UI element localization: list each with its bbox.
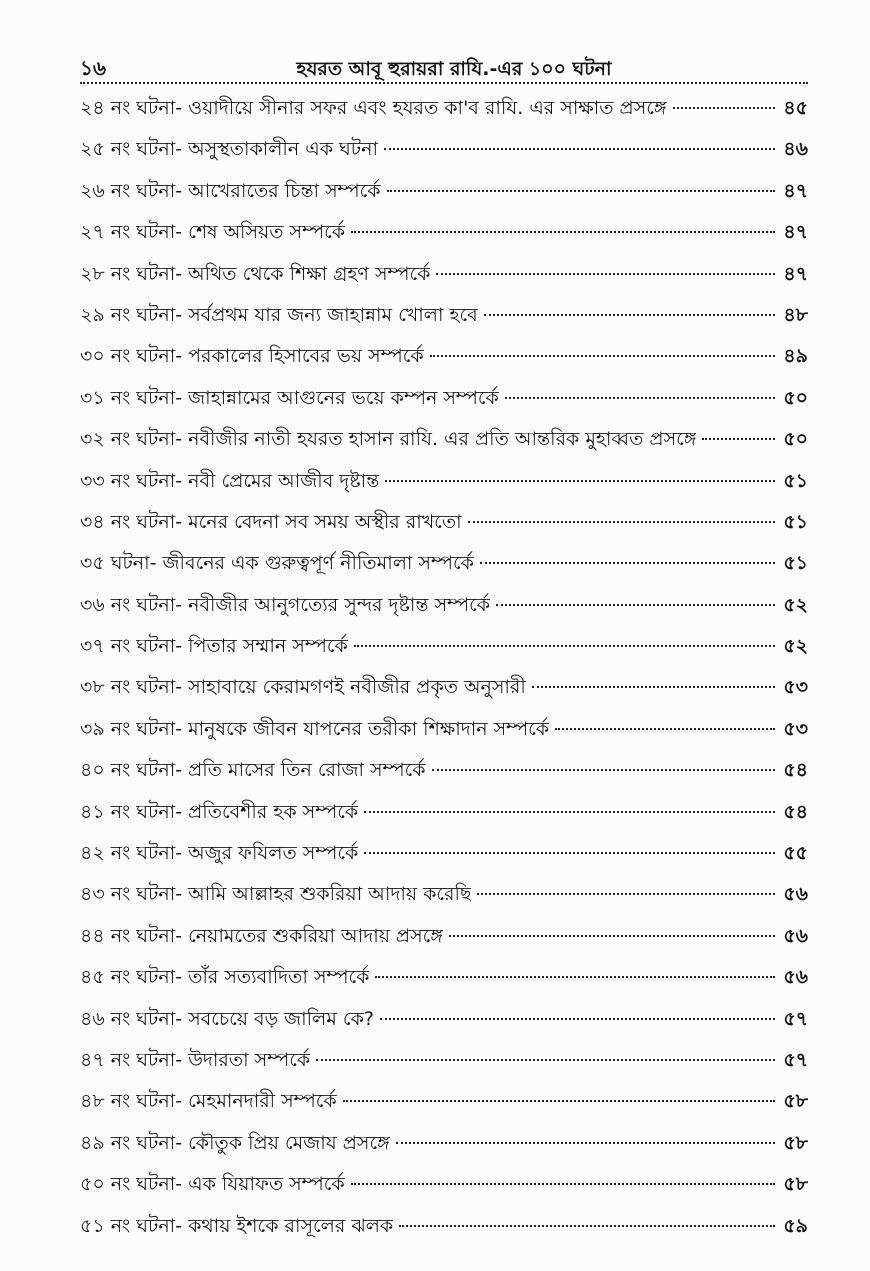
dot-leader bbox=[364, 811, 775, 813]
dot-leader bbox=[351, 231, 775, 233]
toc-entry-title: ৪৫ নং ঘটনা- তাঁর সত্যবাদিতা সম্পর্কে bbox=[80, 966, 370, 989]
page-number: ১৬ bbox=[80, 56, 106, 80]
toc-entry-page: ৫৬ bbox=[783, 966, 808, 989]
toc-entry bbox=[80, 1005, 808, 1046]
toc-entry-page: ৪৭ bbox=[783, 262, 808, 285]
toc-entry-page: ৫২ bbox=[783, 593, 808, 616]
toc-entry bbox=[80, 963, 808, 1004]
page-header bbox=[80, 54, 808, 82]
toc-entry bbox=[80, 1046, 808, 1087]
toc-entry-page: ৫২ bbox=[783, 635, 808, 658]
toc-entry-title: ৪১ নং ঘটনা- প্রতিবেশীর হক সম্পর্কে bbox=[80, 800, 359, 823]
toc-entry-title: ৪৪ নং ঘটনা- নেয়ামতের শুকরিয়া আদায় প্রসঙ্গে bbox=[80, 924, 443, 947]
dot-leader bbox=[384, 148, 775, 150]
toc-entry-title: ৪৮ নং ঘটনা- মেহমানদারী সম্পর্কে bbox=[80, 1090, 337, 1113]
dot-leader bbox=[375, 976, 775, 978]
toc-entry bbox=[80, 94, 808, 135]
dot-leader bbox=[480, 562, 775, 564]
dot-leader bbox=[387, 190, 775, 192]
toc-entry-page: ৫৮ bbox=[783, 1131, 808, 1154]
toc-entry bbox=[80, 384, 808, 425]
dot-leader bbox=[354, 645, 775, 647]
toc-entry-page: ৫০ bbox=[783, 428, 808, 451]
toc-entry-page: ৪৫ bbox=[783, 97, 808, 119]
toc-entry-page: ৪৭ bbox=[783, 179, 808, 202]
toc-entry-title: ৩৫ ঘটনা- জীবনের এক গুরুত্বপূর্ণ নীতিমালা সম্পর্কে bbox=[80, 552, 474, 575]
toc-entry-title: ৩১ নং ঘটনা- জাহান্নামের আগুনের ভয়ে কম্পন সম্পর্কে bbox=[80, 386, 499, 409]
toc-entry bbox=[80, 756, 808, 797]
toc-entry-page: ৪৯ bbox=[783, 345, 808, 368]
toc-entry-title: ২৬ নং ঘটনা- আখেরাতের চিন্তা সম্পর্কে bbox=[80, 179, 381, 202]
toc-entry bbox=[80, 922, 808, 963]
toc-entry-page: ৫৮ bbox=[783, 1090, 808, 1113]
toc-entry-page: ৫৭ bbox=[783, 1048, 808, 1071]
toc-entry-page: ৪৭ bbox=[783, 221, 808, 244]
toc-entry-title: ৪৭ নং ঘটনা- উদারতা সম্পর্কে bbox=[80, 1048, 311, 1071]
dot-leader bbox=[436, 273, 775, 275]
toc-entry-title: ৩৪ নং ঘটনা- মনের বেদনা সব সময় অস্থীর রাখতো bbox=[80, 510, 462, 533]
toc-entry-page: ৫৫ bbox=[783, 842, 808, 865]
dot-leader bbox=[555, 728, 775, 730]
dot-leader bbox=[484, 314, 775, 316]
dot-leader bbox=[316, 1059, 775, 1061]
toc-entry bbox=[80, 715, 808, 756]
dot-leader bbox=[364, 852, 775, 854]
toc-entry-page: ৫১ bbox=[783, 469, 808, 492]
toc-entry-page: ৫০ bbox=[783, 386, 808, 409]
dot-leader bbox=[430, 355, 775, 357]
toc-entry-page: ৫৪ bbox=[783, 759, 808, 782]
toc-entry-page: ৫৩ bbox=[783, 717, 808, 740]
toc-entry bbox=[80, 218, 808, 259]
toc-entry bbox=[80, 135, 808, 176]
toc-entry-title: ৩৯ নং ঘটনা- মানুষকে জীবন যাপনের তরীকা শিক্ষাদান সম্পর্কে bbox=[80, 717, 550, 740]
dot-leader bbox=[702, 438, 775, 440]
toc-entry-page: ৫৬ bbox=[783, 924, 808, 947]
toc-entry-title: ২৮ নং ঘটনা- অথিত থেকে শিক্ষা গ্রহণ সম্পর্কে bbox=[80, 262, 431, 285]
toc-entry-title: ৪২ নং ঘটনা- অজুর ফযিলত সম্পর্কে bbox=[80, 842, 359, 865]
dot-leader bbox=[449, 935, 775, 937]
toc-entry bbox=[80, 1212, 808, 1253]
toc-entry bbox=[80, 1170, 808, 1211]
toc-entry-page: ৪৬ bbox=[783, 138, 808, 161]
toc-entry bbox=[80, 673, 808, 714]
toc-entry-title: ৪০ নং ঘটনা- প্রতি মাসের তিন রোজা সম্পর্কে bbox=[80, 759, 426, 782]
dot-leader bbox=[673, 107, 776, 109]
toc-entry bbox=[80, 301, 808, 342]
toc-entry-page: ৫৬ bbox=[783, 883, 808, 906]
dot-leader bbox=[351, 1183, 775, 1185]
dot-leader bbox=[477, 893, 775, 895]
toc-entry-title: ৩২ নং ঘটনা- নবীজীর নাতী হযরত হাসান রাযি. এর প্রতি আন্তরিক মুহাব্বত প্রসঙ্গে bbox=[80, 428, 697, 451]
toc-entry-page: ৫৪ bbox=[783, 800, 808, 823]
toc-entry-page: ৫৭ bbox=[783, 1007, 808, 1030]
toc-entry bbox=[80, 839, 808, 880]
toc-entry-title: ৪৩ নং ঘটনা- আমি আল্লাহর শুকরিয়া আদায় করেছি bbox=[80, 883, 472, 906]
toc-entry-title: ৩০ নং ঘটনা- পরকালের হিসাবের ভয় সম্পর্কে bbox=[80, 345, 424, 368]
toc-entry bbox=[80, 591, 808, 632]
toc-entry bbox=[80, 508, 808, 549]
dot-leader bbox=[380, 1018, 775, 1020]
toc-entry-title: ২৪ নং ঘটনা- ওয়াদীয়ে সীনার সফর এবং হযরত কা'ব রাযি. এর সাক্ষাত প্রসঙ্গে bbox=[80, 97, 667, 119]
toc-entry-title: ২৯ নং ঘটনা- সর্বপ্রথম যার জন্য জাহান্নাম খোলা হবে bbox=[80, 303, 478, 326]
toc-entry bbox=[80, 632, 808, 673]
dot-leader bbox=[399, 1225, 775, 1227]
toc-entry-page: ৪৮ bbox=[783, 303, 808, 326]
toc-entry-page: ৫৮ bbox=[783, 1173, 808, 1196]
dot-leader bbox=[496, 604, 775, 606]
toc-entry-title: ৩৭ নং ঘটনা- পিতার সম্মান সম্পর্কে bbox=[80, 635, 348, 658]
toc-entry bbox=[80, 1087, 808, 1128]
toc-entry bbox=[80, 342, 808, 383]
dot-leader bbox=[385, 480, 775, 482]
toc-entry-page: ৫৩ bbox=[783, 676, 808, 699]
toc-entry-title: ৩৮ নং ঘটনা- সাহাবায়ে কেরামগণই নবীজীর প্রকৃত অনুসারী bbox=[80, 676, 526, 699]
toc-entry bbox=[80, 880, 808, 921]
toc-entry bbox=[80, 467, 808, 508]
toc-entry bbox=[80, 798, 808, 839]
toc-entry bbox=[80, 425, 808, 466]
toc-entry-page: ৫৯ bbox=[783, 1214, 808, 1237]
toc-entry-title: ৫১ নং ঘটনা- কথায় ইশকে রাসূলের ঝলক bbox=[80, 1214, 394, 1237]
toc-entry-page: ৫১ bbox=[783, 552, 808, 575]
toc-entry-title: ২৫ নং ঘটনা- অসুস্থতাকালীন এক ঘটনা bbox=[80, 138, 378, 161]
toc-entry-title: ৫০ নং ঘটনা- এক যিয়াফত সম্পর্কে bbox=[80, 1173, 345, 1196]
toc-entry-title: ২৭ নং ঘটনা- শেষ অসিয়ত সম্পর্কে bbox=[80, 221, 346, 244]
dot-leader bbox=[343, 1100, 775, 1102]
toc-entry-title: ৪৯ নং ঘটনা- কৌতুক প্রিয় মেজায প্রসঙ্গে bbox=[80, 1131, 390, 1154]
dot-leader bbox=[396, 1142, 775, 1144]
running-title: হযরত আবূ হুরায়রা রাযি.-এর ১০০ ঘটনা bbox=[296, 58, 612, 80]
toc-entry-page: ৫১ bbox=[783, 510, 808, 533]
toc-entry bbox=[80, 1129, 808, 1170]
dot-leader bbox=[532, 686, 775, 688]
toc-entry-title: ৪৬ নং ঘটনা- সবচেয়ে বড় জালিম কে? bbox=[80, 1007, 374, 1030]
toc-entry-title: ৩৩ নং ঘটনা- নবী প্রেমের আজীব দৃষ্টান্ত bbox=[80, 469, 380, 492]
dot-leader bbox=[432, 769, 775, 771]
toc-entry-title: ৩৬ নং ঘটনা- নবীজীর আনুগত্যের সুন্দর দৃষ্টান্ত সম্পর্কে bbox=[80, 593, 491, 616]
toc-entry bbox=[80, 177, 808, 218]
toc-entry bbox=[80, 549, 808, 590]
toc-entry bbox=[80, 260, 808, 301]
dot-leader bbox=[468, 521, 775, 523]
dot-leader bbox=[505, 397, 775, 399]
table-of-contents bbox=[80, 94, 808, 1253]
